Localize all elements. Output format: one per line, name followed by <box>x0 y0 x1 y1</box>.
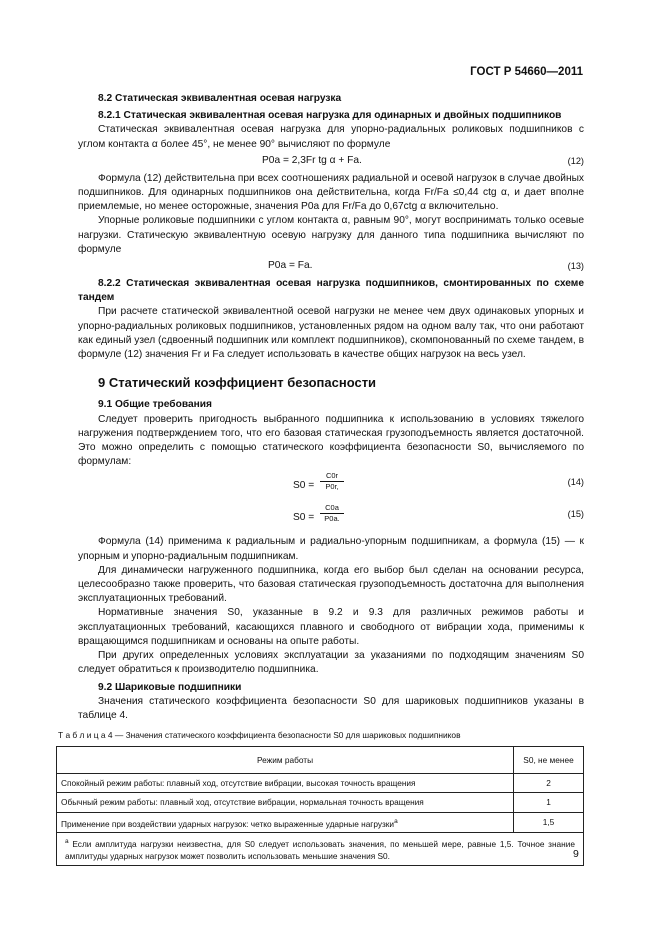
cell-mode: Обычный режим работы: плавный ход, отсутствие вибрации, нормальная точность вращения <box>57 793 514 812</box>
formula-12 <box>78 154 584 170</box>
fraction-numerator: C0a <box>325 503 339 513</box>
formula-lhs: S0 = <box>293 512 315 524</box>
formula-expression: P0a = 2,3Fr tg α + Fa. <box>262 154 362 166</box>
paragraph: Нормативные значения S0, указанные в 9.2 и 9.3 для различных режимов работы и эксплуатационных требований, касающихся плавного и свободного от вибрации хода, применимы к вращающимся подшипникам и основаны на опыте работы. <box>78 607 584 647</box>
formula-expression: P0a = Fa. <box>268 260 313 272</box>
footnote-marker: a <box>394 817 398 825</box>
section-8-2-heading: 8.2 Статическая эквивалентная осевая нагрузка <box>98 93 342 104</box>
cell-value: 1,5 <box>514 812 584 833</box>
table-footnote-row <box>57 833 584 866</box>
table-footnote <box>57 833 584 866</box>
section-9-1-heading: 9.1 Общие требования <box>98 399 212 411</box>
paragraph: Формула (14) применима к радиальным и радиально-упорным подшипникам, а формула (15) — к упорным и упорно-радиальным подшипникам. <box>78 536 584 562</box>
section-8-2-2-heading: 8.2.2 Статическая эквивалентная осевая нагрузка подшипников, смонтированных по схеме тандем <box>78 278 584 304</box>
paragraph: Значения статического коэффициента безопасности S0 для шариковых подшипников указаны в таблице 4. <box>78 695 584 721</box>
paragraph: При других определенных условиях эксплуатации за указаниями по подходящим значениям S0 следует обратиться к производителю подшипника. <box>78 650 584 676</box>
table-row <box>57 812 584 833</box>
standard-header: ГОСТ Р 54660—2011 <box>470 66 583 78</box>
cell-value: 2 <box>514 774 584 793</box>
column-header-mode: Режим работы <box>57 747 514 774</box>
page-number: 9 <box>573 848 579 860</box>
paragraph: Упорные роликовые подшипники с углом контакта α, равным 90°, могут воспринимать только осевые нагрузки. Статическую эквивалентную осевую нагрузку для данного типа подшипника вычисляют по формуле <box>78 215 584 255</box>
formula-number: (12) <box>567 155 584 166</box>
column-header-s0: S0, не менее <box>514 747 584 774</box>
formula-14 <box>78 471 584 501</box>
section-9-2-heading: 9.2 Шариковые подшипники <box>98 681 242 693</box>
cell-mode <box>57 812 514 833</box>
table-row <box>57 774 584 793</box>
formula-number: (13) <box>567 261 584 272</box>
fraction-denominator: P0a. <box>320 513 344 524</box>
cell-value: 1 <box>514 793 584 812</box>
fraction <box>320 471 344 492</box>
table-row <box>57 793 584 812</box>
paragraph: Формула (12) действительна при всех соотношениях радиальной и осевой нагрузок в случае двойных подшипников. Для одинарных подшипников она действительна, когда Fr/Fa ≤0,44 ctg α, и дает вполне приемлемые, но менее осторожные, значения P0a для Fr/Fa до 0,67ctg α включительно. <box>78 172 584 213</box>
paragraph: Для динамически нагруженного подшипника, когда его выбор был сделан на основании ресурса, целесообразно также проверить, что базовая статическая грузоподъемность достаточна для выполнения эксплуатационных требований. <box>78 564 584 605</box>
paragraph: Статическая эквивалентная осевая нагрузка для упорно-радиальных роликовых подшипников с углом контакта α более 45°, не менее 90° вычисляют по формуле <box>78 124 584 150</box>
cell-mode: Спокойный режим работы: плавный ход, отсутствие вибрации, высокая точность вращения <box>57 774 514 793</box>
table-header-row <box>57 747 584 774</box>
section-8-2-1-heading: 8.2.1 Статическая эквивалентная осевая нагрузка для одинарных и двойных подшипников <box>98 110 562 122</box>
page-content <box>58 92 584 866</box>
formula-number: (15) <box>567 509 584 520</box>
fraction-denominator: P0r, <box>320 481 344 492</box>
footnote-text: Если амплитуда нагрузки неизвестна, для S0 следует использовать значения, по меньшей мере, равные 1,5. Точное знание амплитуды ударных нагрузок может позволить использовать меньшие значения S0. <box>65 839 575 861</box>
formula-13 <box>78 259 584 275</box>
formula-15 <box>78 503 584 533</box>
paragraph: При расчете статической эквивалентной осевой нагрузки не менее чем двух одинаковых упорных и упорно-радиальных роликовых подшипников, установленных рядом на одном валу так, что они работают как единый узел (сдвоенный подшипник или комплект подшипников), скомпонованный по схеме тандем, в формуле (12) значения Fr и Fa следует использовать в качестве общих нагрузок на весь узел. <box>78 306 584 361</box>
cell-mode-text: Применение при воздействии ударных нагрузок: четко выраженные ударные нагрузки <box>61 818 395 829</box>
formula-lhs: S0 = <box>293 480 315 492</box>
fraction-numerator: C0r <box>325 471 339 481</box>
fraction <box>320 503 344 524</box>
formula-number: (14) <box>567 477 584 488</box>
table-4 <box>56 746 584 866</box>
section-9-heading: 9 Статический коэффициент безопасности <box>98 375 377 391</box>
paragraph: Следует проверить пригодность выбранного подшипника к использованию в условиях тяжелого нагружения подтверждением того, что его базовая статическая грузоподъемность является достаточной. Это можно определить с помощью статического коэффициента безопасности S0, вычисляемого по формулам: <box>78 413 584 468</box>
footnote-marker: а <box>65 838 69 846</box>
table-caption: Т а б л и ц а 4 — Значения статического коэффициента безопасности S0 для шариковых подшипников <box>58 730 461 741</box>
